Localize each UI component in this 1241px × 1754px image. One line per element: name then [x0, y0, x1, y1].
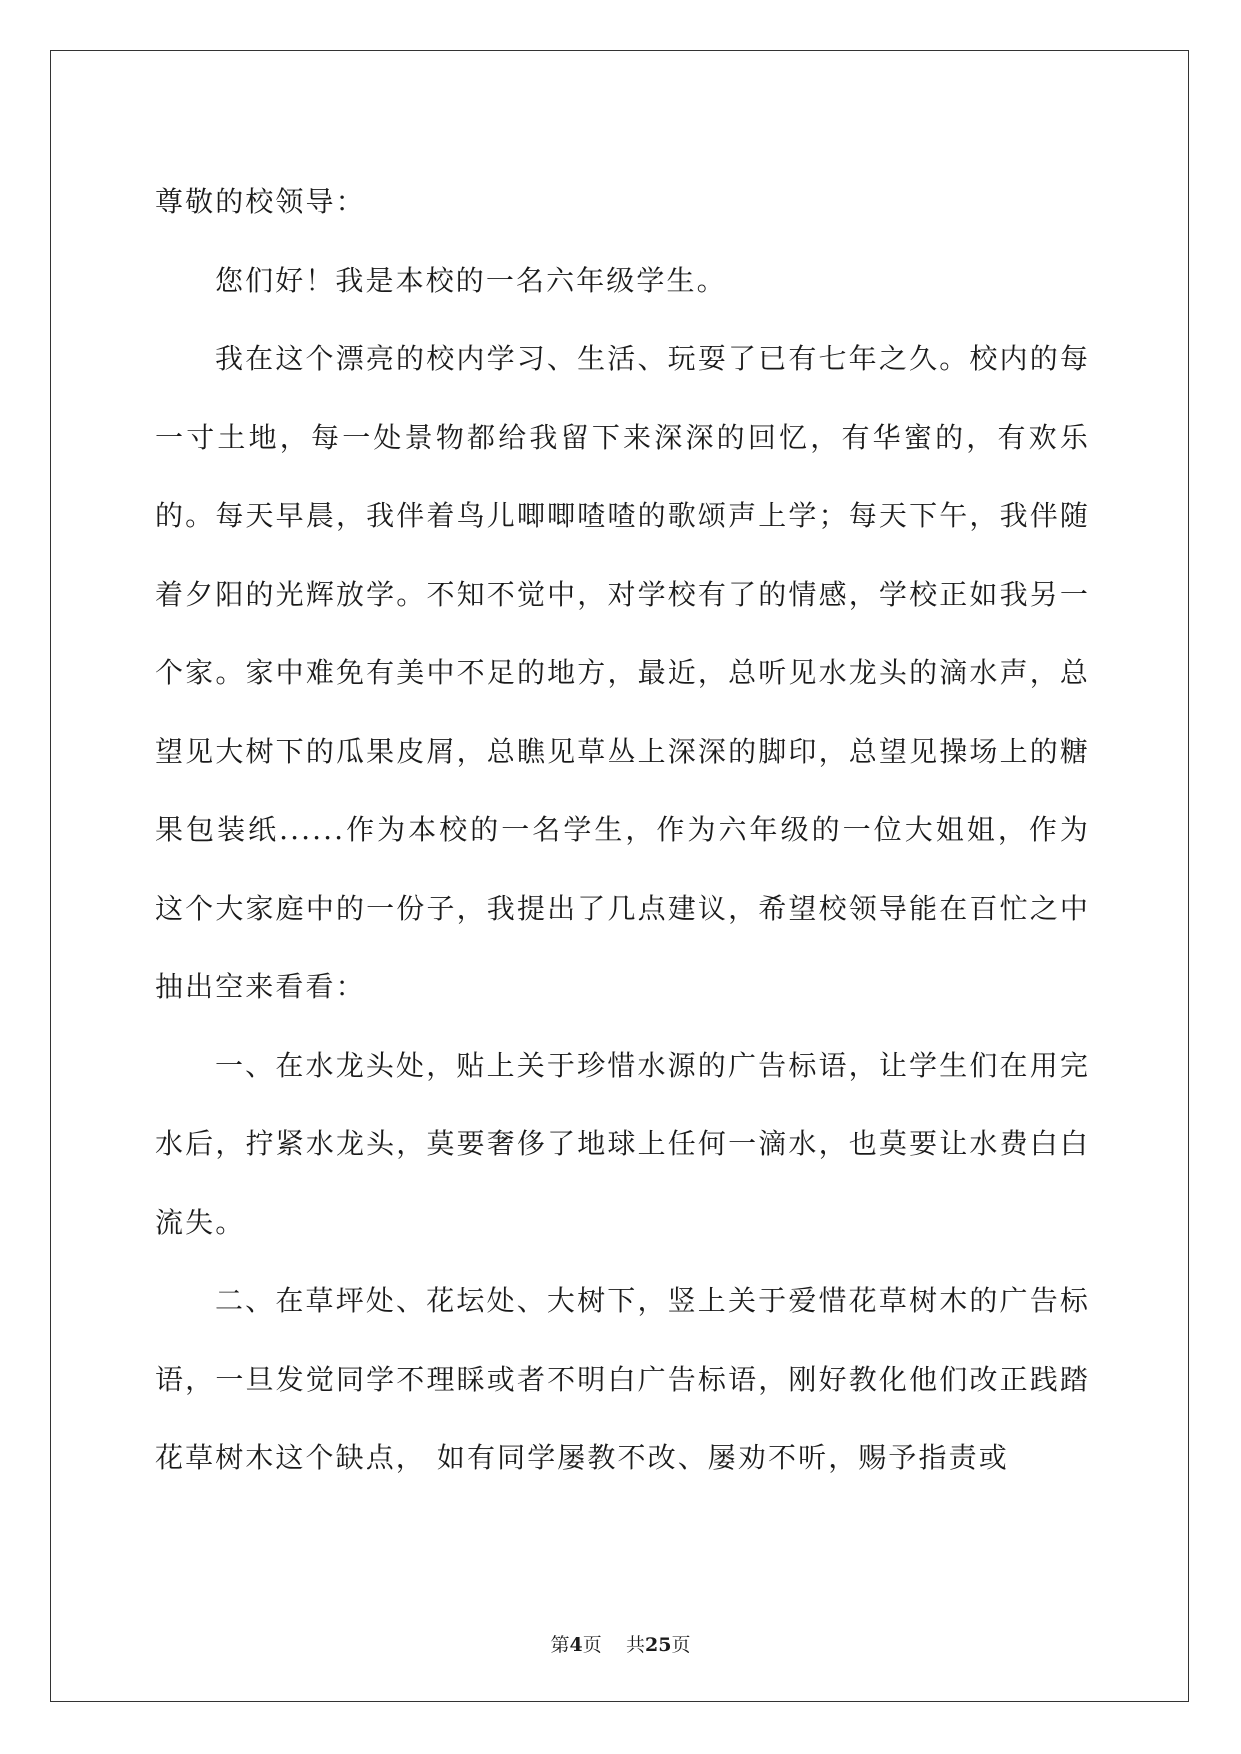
paragraph: 您们好！我是本校的一名六年级学生。 [215, 263, 727, 297]
current-page-number: 4 [569, 1634, 583, 1656]
document-body [155, 163, 1090, 1498]
footer-total-unit: 页 [671, 1634, 691, 1656]
footer-total-prefix: 共 [625, 1634, 645, 1656]
footer-prefix: 第 [550, 1634, 570, 1656]
total-page-count: 25 [644, 1634, 672, 1656]
paragraph: 一、在水龙头处，贴上关于珍惜水源的广告标语，让学生们在用完水后，拧紧水龙头，莫要奢侈了地球上任何一滴水，也莫要让水费白白流失。 [155, 1048, 1090, 1239]
paragraph: 二、在草坪处、花坛处、大树下，竖上关于爱惜花草树木的广告标语，一旦发觉同学不理睬或者不明白广告标语，刚好教化他们改正践踏花草树木这个缺点， 如有同学屡教不改、屡劝不听，赐予指责或 [155, 1284, 1090, 1474]
page-number-footer [0, 1630, 1241, 1657]
salutation: 尊敬的校领导： [155, 185, 366, 218]
footer-page-unit: 页 [582, 1634, 602, 1656]
paragraph: 我在这个漂亮的校内学习、生活、玩耍了已有七年之久。校内的每一寸土地，每一处景物都给我留下来深深的回忆，有华蜜的，有欢乐的。每天早晨，我伴着鸟儿唧唧喳喳的歌颂声上学；每天下午，我伴随着夕阳的光辉放学。不知不觉中，对学校有了的情感，学校正如我另一个家。家中难免有美中不足的地方，最近，总听见水龙头的滴水声，总望见大树下的瓜果皮屑，总瞧见草丛上深深的脚印，总望见操场上的糖果包装纸......作为本校的一名学生，作为六年级的一位大姐姐，作为这个大家庭中的一份子，我提出了几点建议，希望校领导能在百忙之中抽出空来看看： [155, 342, 1090, 1003]
